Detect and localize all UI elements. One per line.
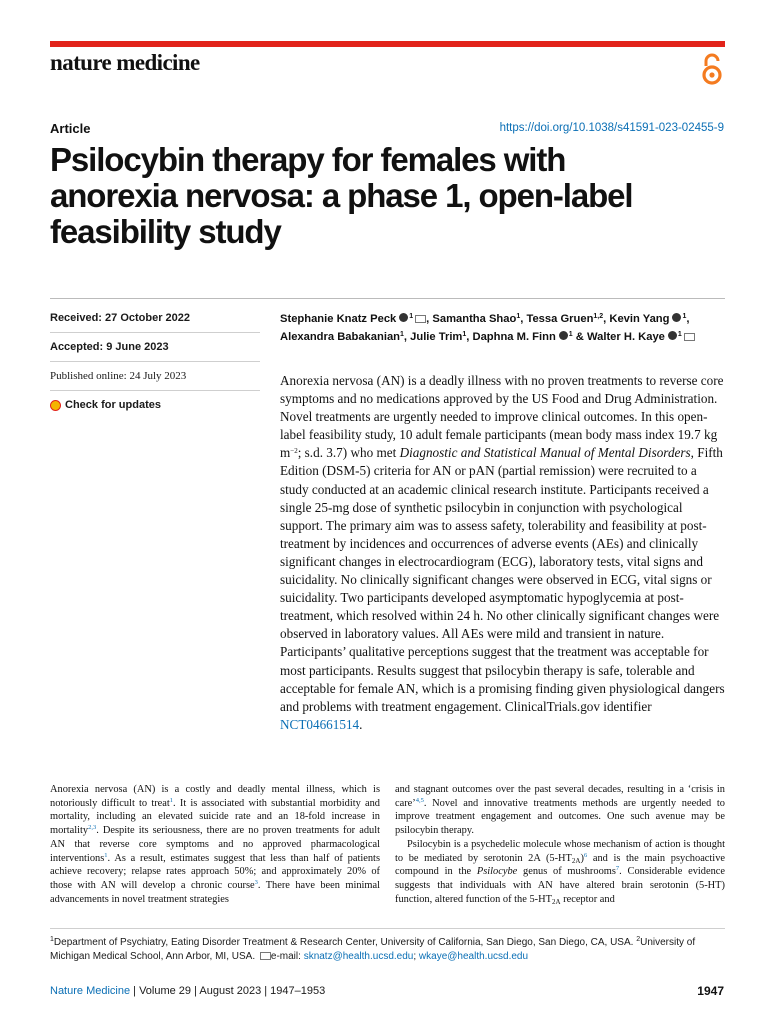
author-name[interactable]: Walter H. Kaye: [586, 331, 665, 343]
author-separator: ,: [686, 313, 690, 325]
body-italic: Psilocybe: [476, 866, 518, 878]
reference-link[interactable]: 4,5: [415, 796, 424, 804]
author-affiliation: 1: [462, 331, 467, 338]
email-link[interactable]: wkaye@health.ucsd.edu: [418, 951, 529, 962]
abstract-text-1: Anorexia nervosa (AN) is a deadly illness with no proven treatments to reverse core symptoms and no medications approved by the US Food and Drug Administration. Novel treatments are urgently needed to improve clinical outcomes. In this open-label feasibility study, 10 adult female participants (mean body mass index 19.7 kg m: [280, 373, 724, 461]
author-name[interactable]: Kevin Yang: [609, 313, 670, 325]
author-separator: ,: [466, 331, 473, 343]
check-updates-button[interactable]: [50, 399, 260, 419]
author-separator: ,: [426, 313, 433, 325]
header-accent-bar: [50, 41, 725, 47]
author-affiliation: 1: [516, 313, 521, 320]
email-icon[interactable]: [415, 315, 426, 323]
author-separator: ,: [403, 331, 411, 343]
author-name[interactable]: Samantha Shao: [432, 313, 517, 325]
body-text: genus of mushrooms: [517, 866, 616, 878]
abstract-end: .: [359, 716, 363, 732]
body-text: . Despite its seriousness, there are no proven treatments for adult AN that reverse core symptoms and no approved pharmacological interventions: [50, 825, 380, 864]
author-name[interactable]: Stephanie Knatz Peck: [280, 313, 397, 325]
reference-link[interactable]: 1: [169, 796, 174, 804]
affiliation-text: Department of Psychiatry, Eating Disorder Treatment & Research Center, University of California, San Diego, San Diego, CA, USA.: [53, 937, 637, 948]
journal-name[interactable]: nature medicine: [50, 50, 200, 75]
article-title: Psilocybin therapy for females with anorexia nervosa: a phase 1, open-label feasibility study: [50, 141, 633, 250]
author-affiliation: 1: [400, 331, 404, 338]
author-list: [280, 310, 725, 346]
body-text: . There have been minimal advancements in novel treatment strategies: [50, 879, 380, 905]
affiliation-text: University of Michigan Medical School, Ann Arbor, MI, USA.: [50, 937, 696, 962]
received-date: Received: 27 October 2022: [50, 312, 260, 333]
trial-id-link[interactable]: NCT04661514: [280, 716, 360, 732]
author-affiliation: 1: [568, 331, 573, 338]
abstract-superscript: −2: [290, 447, 298, 456]
publication-dates: [50, 312, 260, 427]
body-column-1: [50, 783, 380, 906]
footer-citation: [50, 985, 325, 997]
accepted-date: Accepted: 9 June 2023: [50, 341, 260, 362]
orcid-icon[interactable]: [399, 313, 408, 322]
subscript: 2A: [571, 856, 581, 865]
reference-link[interactable]: 6: [583, 851, 588, 859]
author-affiliation: 1: [677, 331, 682, 338]
body-column-2: [395, 783, 725, 906]
author-affiliation: 1,2: [593, 313, 604, 320]
affiliation-number: 1: [50, 936, 54, 943]
body-text: and stagnant outcomes over the past several decades, resulting in a ‘crisis in care’: [395, 784, 725, 809]
doi-link[interactable]: https://doi.org/10.1038/s41591-023-02455-9: [499, 122, 724, 134]
body-text: receptor and: [560, 893, 615, 905]
body-text: . It is associated with substantial morbidity and mortality, including an elevated suicide rate and an 18-fold increase in mortality: [50, 797, 380, 837]
footer-journal-link[interactable]: Nature Medicine: [50, 985, 131, 997]
orcid-icon[interactable]: [672, 313, 681, 322]
email-link[interactable]: sknatz@health.ucsd.edu: [303, 951, 414, 962]
header-divider: [50, 298, 725, 299]
reference-link[interactable]: 2,3: [88, 824, 97, 832]
article-type-label: Article: [50, 121, 91, 136]
footer-volume-info: | Volume 29 | August 2023 | 1947–1953: [130, 985, 326, 997]
author-affiliation: 1: [409, 313, 414, 320]
author-separator: ,: [603, 313, 610, 325]
body-text: ): [580, 852, 584, 864]
body-text: . Considerable evidence suggests that individuals with AN have altered brain serotonin (5-HT) function, altered function of the 5-HT: [395, 866, 726, 905]
author-name[interactable]: Julie Trim: [410, 331, 463, 343]
affiliation-number: 2: [636, 936, 641, 943]
subscript: 2A: [551, 897, 561, 906]
orcid-icon[interactable]: [668, 331, 677, 340]
email-icon: [260, 952, 271, 960]
abstract-text-3: , Fifth Edition (DSM-5) criteria for AN or pAN (partial remission) were recruited to a study conducted at an academic clinical research institute. Participants received a single 25-mg dose of synthetic psilocybin in conjunction with psychological support. The primary aim was to assess safety, tolerability and feasibility at post-treatment by incidences and occurrences of adverse events (AEs) and clinically significant changes in electrocardiogram (ECG), laboratory tests, vital signs and suicidality. No clinically significant changes were observed in ECG, vital signs or suicidality. Two participants developed asymptomatic hypoglycemia at post-treatment, which resolved within 24 h. No other clinically significant changes were observed in laboratory values. All AEs were mild and transient in nature. Participants’ qualitative perceptions suggest that the treatment was acceptable for most participants. Results suggest that psilocybin therapy is safe, tolerable and acceptable for female AN, which is a promising finding given physiological dangers and problems with treatment engagement. ClinicalTrials.gov identifier: [280, 445, 725, 714]
email-label: e-mail:: [270, 951, 304, 962]
reference-link[interactable]: 1: [104, 851, 108, 859]
reference-link[interactable]: 7: [615, 865, 620, 873]
body-text: and is the main psychoactive compound in the: [395, 852, 725, 878]
body-text: . As a result, estimates suggest that less than half of patients achieve recovery; relapse rates approach 50%; and approximately 20% of those with AN will develop a chronic course: [50, 852, 380, 891]
reference-link[interactable]: 3: [254, 878, 258, 886]
check-updates-label: Check for updates: [65, 399, 161, 411]
affiliations-footnote: [50, 936, 725, 964]
abstract-text-2: ; s.d. 3.7) who met: [297, 445, 400, 461]
open-access-icon[interactable]: [700, 52, 724, 86]
abstract: [280, 372, 728, 734]
footnote-divider: [50, 928, 725, 929]
email-separator: ;: [413, 951, 419, 962]
orcid-icon[interactable]: [559, 331, 568, 340]
body-text: . Novel and innovative treatments methods are urgently needed to improve treatment engagement and outcomes. One such avenue may be psilocybin therapy.: [395, 797, 725, 837]
abstract-italic-dsm: Diagnostic and Statistical Manual of Mental Disorders: [399, 445, 691, 461]
author-name[interactable]: Alexandra Babakanian: [280, 331, 401, 343]
page-number: 1947: [697, 984, 724, 998]
author-separator: ,: [520, 313, 527, 325]
email-icon[interactable]: [684, 333, 695, 341]
author-affiliation: 1: [682, 313, 687, 320]
body-text: Anorexia nervosa (AN) is a costly and deadly mental illness, which is notoriously difficult to treat: [50, 784, 380, 809]
author-separator: &: [572, 331, 587, 343]
author-name[interactable]: Tessa Gruen: [526, 313, 594, 325]
author-name[interactable]: Daphna M. Finn: [472, 331, 556, 343]
published-date: Published online: 24 July 2023: [50, 370, 260, 391]
body-text: Psilocybin is a psychedelic molecule whose mechanism of action is thought to be mediated by serotonin 2A (5-HT: [395, 838, 725, 864]
check-updates-icon: [50, 400, 61, 411]
